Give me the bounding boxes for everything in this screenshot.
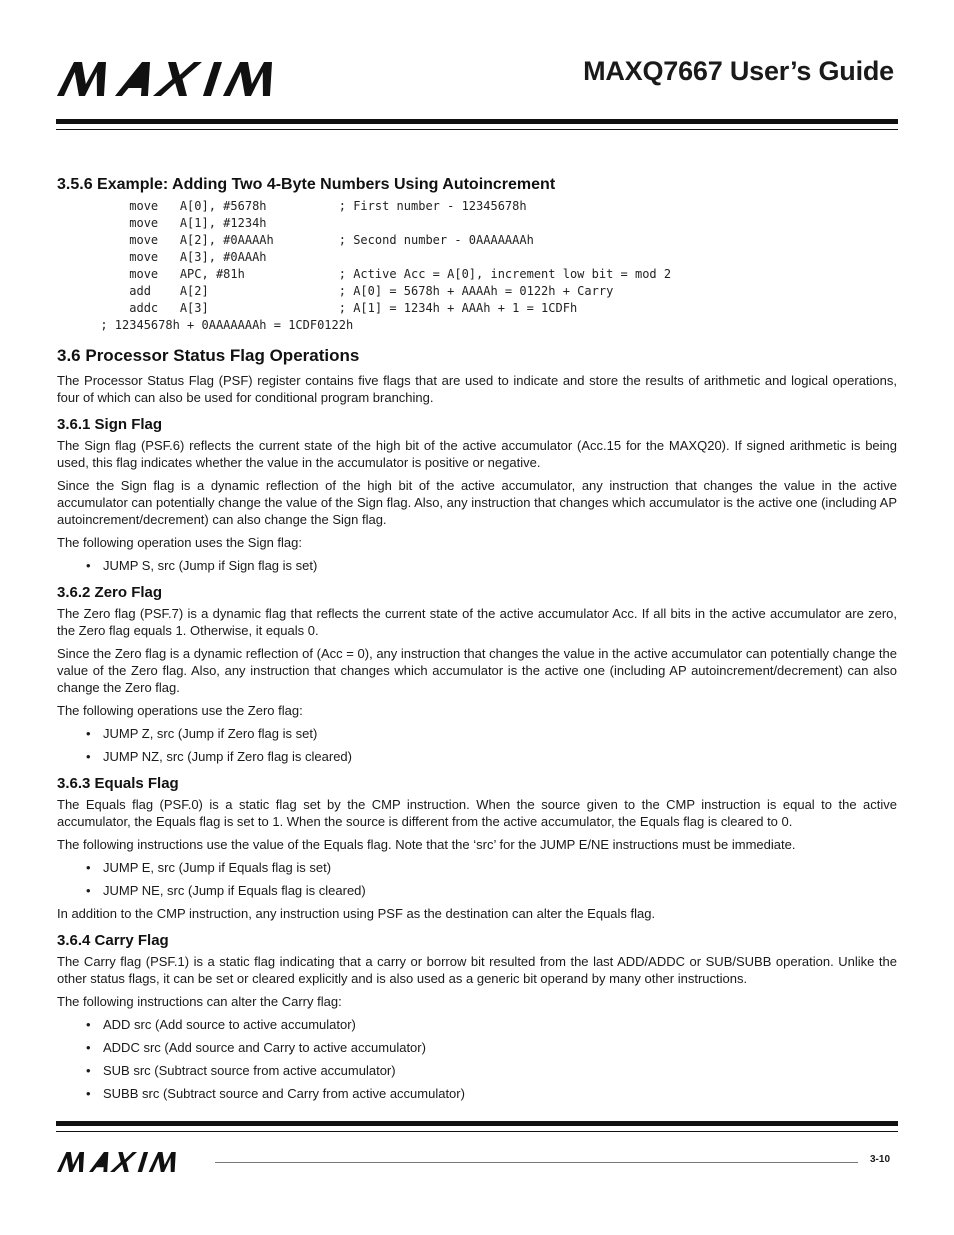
paragraph: The Carry flag (PSF.1) is a static flag indicating that a carry or borrow bit resulted from the last ADD/ADDC or SUB/SUBB operation. Unlike the other status flags, it can be set or cleared explicitly and is also used as a generic bit operand by many other instructions.	[57, 954, 897, 986]
list-item: • JUMP S, src (Jump if Sign flag is set)	[57, 557, 897, 574]
header-rule-thin	[56, 129, 898, 130]
list-item: • JUMP NE, src (Jump if Equals flag is cleared)	[57, 882, 897, 899]
paragraph: The Processor Status Flag (PSF) register contains five flags that are used to indicate and store the results of arithmetic and logical operations, four of which can also be used for conditional program branching.	[57, 373, 897, 405]
section-heading-3-6-3: 3.6.3 Equals Flag	[57, 775, 179, 792]
header-rule-thick	[56, 119, 898, 124]
code-line: add A[2] ; A[0] = 5678h + AAAAh = 0122h + Carry	[57, 284, 614, 298]
footer-rule-thick	[56, 1121, 898, 1126]
list-item: • ADDC src (Add source and Carry to active accumulator)	[57, 1039, 897, 1056]
bullet-list	[57, 557, 897, 574]
bullet-list	[57, 725, 897, 765]
page-content	[57, 176, 897, 1108]
list-item: • JUMP Z, src (Jump if Zero flag is set)	[57, 725, 897, 742]
section-heading-3-6-4: 3.6.4 Carry Flag	[57, 932, 169, 949]
maxim-logo	[57, 62, 325, 96]
code-line: ; 12345678h + 0AAAAAAAh = 1CDF0122h	[57, 318, 354, 332]
paragraph: The Zero flag (PSF.7) is a dynamic flag that reflects the current state of the active accumulator Acc. If all bits in the active accumulator are zero, the Zero flag equals 1. Otherwise, it equals 0.	[57, 606, 897, 638]
list-item: • ADD src (Add source to active accumulator)	[57, 1016, 897, 1033]
paragraph: The Sign flag (PSF.6) reflects the current state of the high bit of the active accumulator (Acc.15 for the MAXQ20). If signed arithmetic is being used, this flag indicates whether the value in the accumulator is positive or negative.	[57, 438, 897, 470]
code-line: move A[1], #1234h	[57, 216, 267, 230]
list-item: • SUBB src (Subtract source and Carry from active accumulator)	[57, 1085, 897, 1102]
section-heading-3-5-6: 3.5.6 Example: Adding Two 4-Byte Numbers Using Autoincrement	[57, 176, 556, 193]
list-item: • JUMP E, src (Jump if Equals flag is set)	[57, 859, 897, 876]
paragraph: Since the Sign flag is a dynamic reflection of the high bit of the active accumulator, any instruction that changes the value in the active accumulator can potentially change the value of the Sign flag. Also, any instruction that changes which accumulator is the active one (including AP autoincrement/decrement) can also change the Sign flag.	[57, 478, 897, 527]
paragraph: The following operation uses the Sign flag:	[57, 535, 302, 550]
code-line: move A[2], #0AAAAh ; Second number - 0AAAAAAAh	[57, 233, 534, 247]
bullet-list	[57, 1016, 897, 1102]
section-heading-3-6: 3.6 Processor Status Flag Operations	[57, 346, 360, 365]
page-number: 3-10	[870, 1154, 891, 1165]
code-line: move APC, #81h ; Active Acc = A[0], increment low bit = mod 2	[57, 267, 672, 281]
code-block	[57, 198, 897, 334]
paragraph: In addition to the CMP instruction, any instruction using PSF as the destination can alter the Equals flag.	[57, 906, 656, 921]
footer-rule-thin	[56, 1131, 898, 1132]
maxim-logo-footer	[57, 1152, 205, 1172]
paragraph: The Equals flag (PSF.0) is a static flag set by the CMP instruction. When the source given to the CMP instruction is equal to the active accumulator, the Equals flag is set to 1. When the source is different from the active accumulator, the Equals flag is cleared to 0.	[57, 797, 897, 829]
code-line: move A[0], #5678h ; First number - 12345678h	[57, 199, 527, 213]
document-title: MAXQ7667 User’s Guide	[583, 56, 894, 86]
section-heading-3-6-2: 3.6.2 Zero Flag	[57, 584, 163, 601]
code-line: addc A[3] ; A[1] = 1234h + AAAh + 1 = 1CDFh	[57, 301, 578, 315]
paragraph: The following operations use the Zero flag:	[57, 703, 303, 718]
paragraph: The following instructions can alter the Carry flag:	[57, 994, 342, 1009]
paragraph: Since the Zero flag is a dynamic reflection of (Acc = 0), any instruction that changes the value in the active accumulator can potentially change the value of the Zero flag. Also, any instruction that changes which accumulator is the active one (including AP autoincrement/decrement) can also change the Zero flag.	[57, 646, 897, 695]
bullet-list	[57, 859, 897, 899]
code-line: move A[3], #0AAAh	[57, 250, 267, 264]
footer-divider	[215, 1162, 858, 1163]
paragraph: The following instructions use the value of the Equals flag. Note that the ‘src’ for the JUMP E/NE instructions must be immediate.	[57, 837, 796, 852]
section-heading-3-6-1: 3.6.1 Sign Flag	[57, 416, 163, 433]
list-item: • JUMP NZ, src (Jump if Zero flag is cleared)	[57, 748, 897, 765]
list-item: • SUB src (Subtract source from active accumulator)	[57, 1062, 897, 1079]
